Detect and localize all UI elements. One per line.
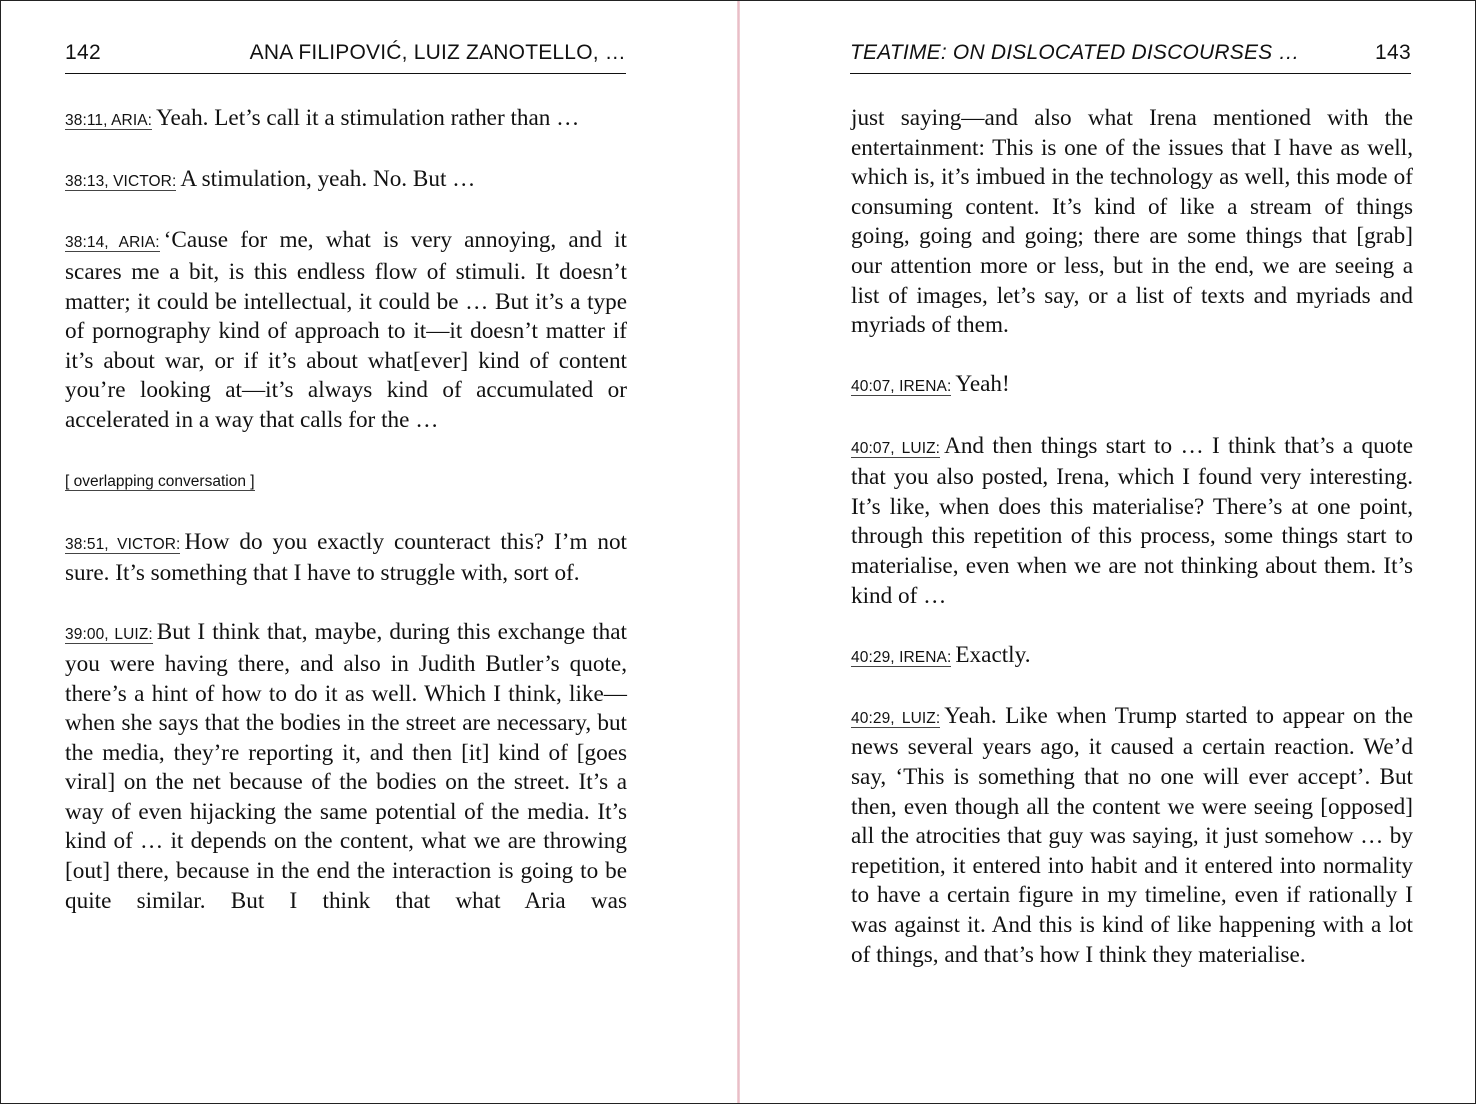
transcript-entry (851, 641, 1413, 673)
transcript-entry (65, 165, 627, 197)
book-gutter (737, 1, 740, 1103)
entry-text: How do you exactly counteract this? I’m not sure. It’s something that I have to struggle with, sort of. (65, 528, 627, 587)
transcript-entry (851, 370, 1413, 402)
speaker-timestamp: 40:29, LUIZ: (851, 709, 941, 727)
left-page-body (65, 104, 627, 946)
entry-text: A stimulation, yeah. No. But … (180, 166, 476, 193)
left-page-number: 142 (65, 41, 101, 64)
entry-text: Exactly. (955, 641, 1031, 668)
entry-text: Yeah. Like when Trump started to appear on the news several years ago, it caused a certain reaction. We’d say, ‘This is something that no one will ever accept’. But then, even though all the content we were seeing [opposed] all the atrocities that guy was saying, it just somehow … by repetition, it entered into habit and it entered into normality to have a certain figure in my timeline, even if rationally I was against it. And this is kind of like happening with a lot of things, and that’s how I think they materialise. (851, 702, 1413, 968)
continued-paragraph: just saying—and also what Irena mentioned with the entertainment: This is one of the issues that I have as well, which is, it’s imbued in the technology as well, this mode of consuming content. It’s kind of like a stream of things going, going and going; there are some things that [grab] our attention more or less, but in the end, we are seeing a list of images, let’s say, or a list of texts and myriads and myriads of them. (851, 105, 1413, 339)
entry-text: But I think that, maybe, during this exchange that you were having there, and also in Judith Butler’s quote, there’s a hint of how to do it as well. Which I think, like—when she says that the bodies in the street are necessary, but the media, they’re reporting it, and then [it] kind of [goes viral] on the net because of the bodies on the street. It’s a way of even hijacking the same potential of the media. It’s kind of … it depends on the content, what we are throwing [out] there, because in the end the interaction is going to be quite similar. But I think that what Aria was (65, 619, 627, 914)
transcript-entry (851, 702, 1413, 970)
transcript-entry (851, 432, 1413, 612)
entry-text: ‘Cause for me, what is very annoying, and it scares me a bit, is this endless flow of stimuli. It doesn’t matter; it could be intellectual, it could be … But it’s a type of pornography kind of approach to it—it doesn’t matter if it’s about war, or if it’s about what[ever] kind of content you’re looking at—it’s always kind of accumulated or accelerated in a way that calls for the … (65, 227, 627, 433)
transcript-entry (65, 104, 627, 136)
entry-text: Yeah! (955, 371, 1010, 398)
right-page-body (851, 104, 1413, 1000)
speaker-timestamp: 38:11, ARIA: (65, 112, 153, 129)
speaker-timestamp: 38:13, VICTOR: (65, 173, 177, 191)
right-running-title: TEATIME: ON DISLOCATED DISCOURSES … (850, 41, 1300, 64)
transcript-entry (65, 226, 627, 435)
overlapping-conversation-note (65, 472, 627, 492)
speaker-timestamp: 38:51, VICTOR: (65, 535, 181, 553)
transcript-entry (65, 618, 627, 916)
entry-text: Yeah. Let’s call it a stimulation rather than … (156, 105, 580, 131)
entry-text: And then things start to … I think that’s a quote that you also posted, Irena, which I found very interesting. It’s like, when does this materialise? There’s at one point, through this repetition of this process, some things start to materialise, even when we are not thinking about them. It’s kind of … (851, 432, 1413, 609)
note-text: [ overlapping conversation ] (65, 472, 255, 490)
speaker-timestamp: 38:14, ARIA: (65, 234, 160, 252)
speaker-timestamp: 40:07, LUIZ: (851, 439, 941, 457)
left-running-title: ANA FILIPOVIĆ, LUIZ ZANOTELLO, … (249, 41, 626, 64)
left-running-head (65, 41, 626, 74)
transcript-entry (65, 528, 627, 589)
speaker-timestamp: 39:00, LUIZ: (65, 626, 153, 644)
speaker-timestamp: 40:07, IRENA: (851, 378, 952, 396)
right-page-number: 143 (1375, 41, 1411, 64)
right-running-head (850, 41, 1411, 74)
speaker-timestamp: 40:29, IRENA: (851, 648, 952, 666)
